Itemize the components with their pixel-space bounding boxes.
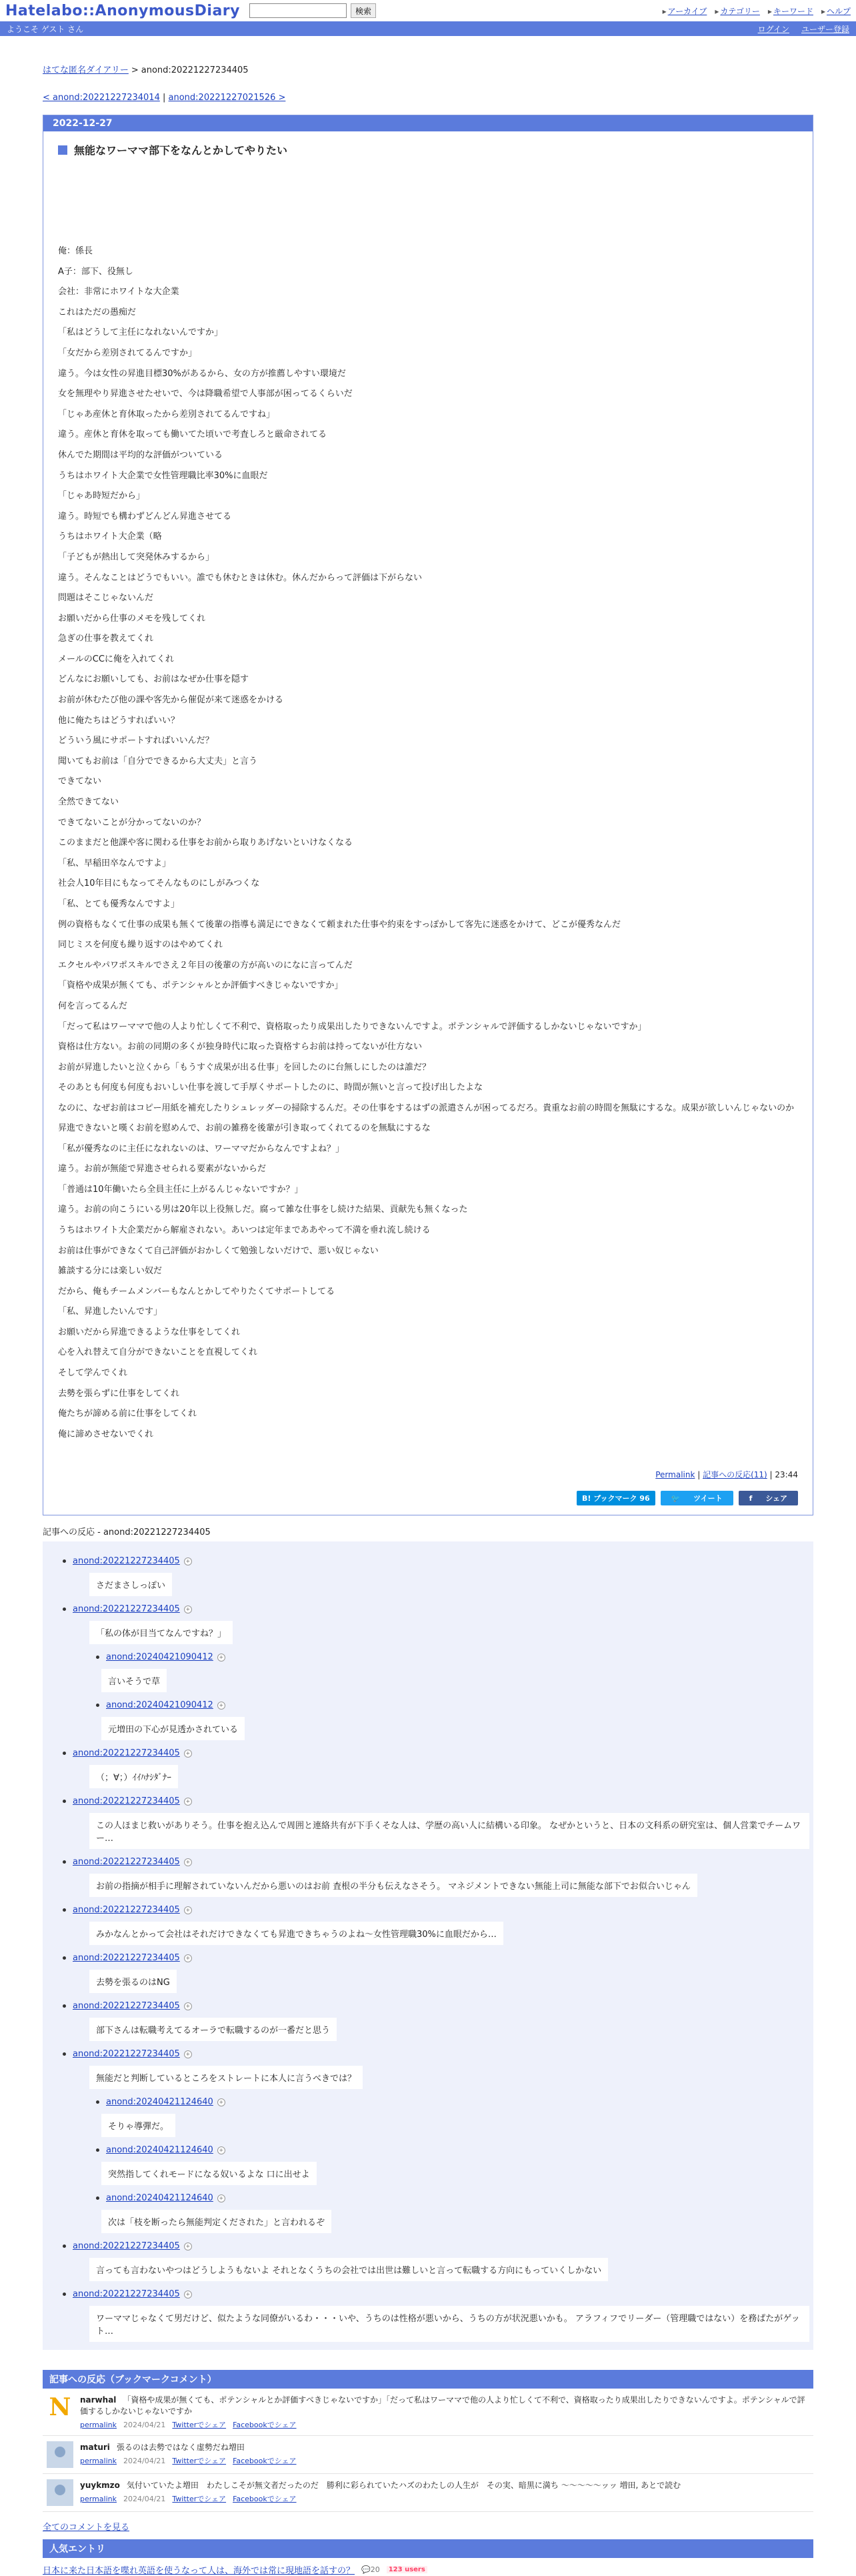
expand-circle-icon[interactable]: + (217, 1702, 225, 1710)
reaction-header (96, 2097, 813, 2107)
bullet-icon (63, 2052, 66, 2056)
entry-footer: Permalink | 記事への反応(11) | 23:44 (655, 1470, 798, 1480)
reaction-id-link[interactable]: anond:20221227234405 (73, 2049, 180, 2060)
bookmark-permalink[interactable]: permalink (80, 2421, 117, 2430)
entry-line: どういう風にサポートすればいいんだ？ (58, 736, 214, 746)
reaction-text: 突然指してくれモードになる奴いるよな 口に出せよ (101, 2162, 317, 2185)
expand-circle-icon[interactable]: + (217, 2146, 225, 2154)
entry-spacer (58, 157, 798, 241)
reaction-text: さだまさしっぽい (89, 1573, 172, 1596)
reaction-header (63, 1748, 813, 1758)
entry-line: 社会人10年目にもなってそんなものにしがみつくな (58, 878, 260, 889)
comment-bubble-icon: 💬 (361, 2565, 371, 2575)
entry-title (58, 142, 798, 157)
search-input[interactable] (249, 3, 347, 18)
entry-line: 「私が優秀なのに主任になれないのは、ワーママだからなんですよね？」 (58, 1143, 345, 1154)
entry-line: 俺：係長 (58, 246, 93, 256)
entry-line: なのに、なぜお前はコピー用紙を補充したりシュレッダーの掃除するんだ。その仕事をするはずの派遣さんが困ってるだろ。貴重なお前の時間を無駄にするな。成果が欲しいんじゃないのか (58, 1103, 795, 1113)
bookmark-comment (43, 2474, 813, 2512)
expand-circle-icon[interactable]: + (217, 2194, 225, 2202)
reaction-header (63, 2241, 813, 2251)
avatar[interactable]: N (47, 2394, 73, 2421)
entry-line: 違う。そんなことはどうでもいい。誰でも休むときは休む。休んだからって評価は下がらない (58, 572, 423, 583)
entry-line: 心を入れ替えて自分ができないことを直視してくれ (58, 1347, 258, 1358)
reaction-id-link[interactable]: anond:20221227234405 (73, 1796, 180, 1807)
bookmark-permalink[interactable]: permalink (80, 2457, 117, 2466)
bookmark-meta (80, 2493, 681, 2504)
reaction-header (63, 2289, 813, 2299)
entry-line: お願いだから昇進できるような仕事をしてくれ (58, 1327, 241, 1337)
reaction-id-link[interactable]: anond:20221227234405 (73, 1748, 180, 1759)
entry-line: うちはホワイト大企業（略 (58, 532, 162, 542)
entry-line: 女を無理やり昇進させたせいで、今は降職希望で人事部が困ってるくらいだ (58, 389, 353, 400)
bookmark-meta (80, 2455, 303, 2466)
reaction-id-link[interactable]: anond:20221227234405 (73, 1953, 180, 1964)
reaction-header (96, 2193, 813, 2203)
entry-line: そのあとも何度も何度もおいしい仕事を渡して手厚くサポートしたのに、時間が無いと言って投げ出したよな (58, 1083, 483, 1093)
reaction-item (63, 1604, 813, 1644)
entry-line: これはただの愚痴だ (58, 307, 137, 317)
bookmark-facebook-share[interactable]: Facebookでシェア (233, 2457, 297, 2466)
reaction-id-link[interactable]: anond:20221227234405 (73, 2289, 180, 2300)
reaction-item (63, 2241, 813, 2281)
expand-circle-icon[interactable]: + (184, 1906, 192, 1914)
share-buttons (43, 1487, 813, 1515)
bookmark-twitter-share[interactable]: Twitterでシェア (172, 2421, 227, 2430)
triangle-icon: ▸ (715, 6, 719, 16)
bookmark-facebook-share[interactable]: Facebookでシェア (233, 2421, 297, 2430)
entry-line: 同じミスを何度も繰り返すのはやめてくれ (58, 940, 223, 950)
reaction-id-link[interactable]: anond:20221227234405 (73, 2001, 180, 2012)
reaction-item (63, 1556, 813, 1596)
bookmark-comments-list (43, 2389, 813, 2512)
expand-circle-icon[interactable]: + (184, 1954, 192, 1962)
diary-day (43, 115, 813, 1515)
reaction-text: 言いそうで草 (101, 1669, 167, 1692)
top-nav (663, 5, 851, 17)
reaction-id-link[interactable]: anond:20240421124640 (106, 2145, 213, 2156)
entry-line: 違う。産休と育休を取っても働いてた頃いで考査しろと厳命されてる (58, 430, 327, 440)
entry-line: 「私はどうして主任になれないんですか」 (58, 328, 223, 338)
entry-line: エクセルやパワポスキルでさえ２年目の後輩の方が高いのになに言ってんだ (58, 960, 353, 971)
avatar[interactable] (47, 2479, 73, 2506)
entry-line: 聞いてもお前は「自分でできるから大丈夫」と言う (58, 756, 258, 766)
main-content (0, 63, 856, 2576)
prev-entry-link[interactable]: < anond:20221227234014 (43, 93, 160, 103)
entry-date: 2022-12-27 (43, 115, 813, 131)
search-button[interactable]: 検索 (351, 3, 376, 18)
entry-line: 違う。お前の向こうにいる男は20年以上役無しだ。腐って雑な仕事をし続けた結果、貢献先も無くなった (58, 1205, 468, 1215)
facebook-icon: f (749, 1494, 755, 1503)
bookmark-text: 気付いていたよ増田 わたしこそが無文者だったのだ 勝利に彩られていたハズのわたしの人生が その実、暗黒に満ち ～～～～～ッッ 増田, あとで読む (126, 2481, 681, 2491)
reaction-text: 次は「枝を断ったら無能判定くだされた」と言われるぞ (101, 2210, 331, 2233)
bookmark-comment (43, 2436, 813, 2474)
entry-line: 何を言ってるんだ (58, 1001, 128, 1011)
entry-line: 違う。時短でも構わずどんどん昇進させてる (58, 511, 232, 522)
reaction-header (96, 2145, 813, 2155)
triangle-icon: ▸ (662, 6, 667, 16)
reaction-item (63, 2001, 813, 2041)
bookmark-text: 「資格や成果が無くても、ポテンシャルとか評価すべきじゃないですか」「だって私はワーママで他の人より忙しくて不利で、資格取ったり成果出したりできないんですよ。ポテンシャルで評価するしかないじゃないですか (80, 2395, 805, 2417)
breadcrumb-home[interactable]: はてな匿名ダイアリー (43, 65, 129, 75)
popular-users-badge[interactable]: 123 users (387, 2566, 427, 2573)
nav-keyword-link[interactable]: キーワード (773, 6, 813, 16)
entry-line: どんなにお願いしても、お前はなぜか仕事を隠す (58, 674, 249, 685)
bullet-icon (63, 1752, 66, 1755)
permalink[interactable]: Permalink (655, 1470, 695, 1480)
entry-line: うちはホワイト大企業で女性管理職比率30%に血眼だ (58, 470, 268, 481)
expand-circle-icon[interactable]: + (184, 2002, 192, 2010)
reaction-header (96, 1652, 813, 1662)
entry-line: 会社：非常にホワイトな大企業 (58, 287, 179, 297)
bookmark-user[interactable]: yuykmzo (80, 2481, 120, 2491)
bookmark-permalink[interactable]: permalink (80, 2495, 117, 2504)
bullet-icon (96, 2100, 99, 2104)
reaction-header (63, 2049, 813, 2059)
popular-entry-link[interactable]: 日本に来た日本語を喋れ英語を使うなって人は、海外では常に現地語を話すの？ (43, 2566, 355, 2576)
login-link[interactable]: ログイン (757, 24, 789, 34)
bullet-icon (63, 1607, 66, 1611)
site-logo[interactable]: Hatelabo::AnonymousDiary (5, 2, 240, 19)
reaction-id-link[interactable]: anond:20221227234405 (73, 2241, 180, 2252)
reaction-item (63, 1748, 813, 1788)
bookmark-content (80, 2394, 809, 2430)
reaction-id-link[interactable]: anond:20240421090412 (106, 1652, 213, 1663)
reaction-item (63, 1905, 813, 1945)
entry-line: 去勢を張らずに仕事をしてくれ (58, 1388, 180, 1399)
entry-line: 「私、昇進したいんです」 (58, 1307, 163, 1317)
entry-line: このままだと他課や客に関わる仕事をお前から取りあげないといけなくなる (58, 838, 353, 848)
entry-line: お願いだから仕事のメモを残してくれ (58, 613, 206, 624)
reaction-header (96, 1700, 813, 1710)
bookmark-date: 2024/04/21 (123, 2495, 166, 2504)
bookmark-facebook-share[interactable]: Facebookでシェア (233, 2495, 297, 2504)
bullet-icon (63, 2244, 66, 2248)
reaction-item (63, 1796, 813, 1849)
bullet-icon (63, 1860, 66, 1864)
reaction-header (63, 1905, 813, 1915)
bookmark-twitter-share[interactable]: Twitterでシェア (172, 2495, 227, 2504)
bookmark-content (80, 2441, 303, 2468)
entry-line: 違う。今は女性の昇進目標30%があるから、女の方が推薦しやすい環境だ (58, 368, 346, 379)
tweet-button[interactable] (661, 1491, 733, 1505)
entry-line: できてない (58, 776, 102, 787)
all-comments (43, 2520, 813, 2533)
reaction-text: お前の指摘が相手に理解されていないんだから悪いのはお前 査根の半分も伝えなさそう。 マネジメントできない無能上司に無能な部下でお似合いじゃん (89, 1874, 697, 1897)
reaction-text: そりゃ導彈だ。 (101, 2114, 175, 2137)
nav-archive-link[interactable]: アーカイブ (667, 6, 707, 16)
twitter-bird-icon: 🐦 (671, 1494, 683, 1503)
bookmark-comments-heading: 記事への反応（ブックマークコメント） (43, 2370, 813, 2389)
entry-line: A子：部下、役無し (58, 266, 133, 277)
triangle-icon: ▸ (821, 6, 825, 16)
breadcrumb-separator: > (131, 65, 139, 75)
reaction-header (63, 1556, 813, 1566)
bookmark-user[interactable]: maturi (80, 2443, 110, 2453)
entry-line: お前は仕事ができなくて自己評価がおかしくて勉強しないだけで、悪い奴じゃない (58, 1245, 379, 1256)
entry-line: 「じゃあ産休と育休取ったから差別されてるんですね」 (58, 409, 275, 420)
prev-next-nav: < anond:20221227234014 | anond:20221227021526 > (43, 93, 286, 103)
reaction-text: みかなんとかって会社はそれだけできなくても昇進できちゃうのよね～女性管理職30%に血眼だから… (89, 1922, 503, 1945)
entry-line: メールのCCに俺を入れてくれ (58, 654, 174, 664)
reaction-item (96, 2193, 813, 2233)
tweet-label: ツイート (693, 1494, 723, 1503)
bullet-icon (63, 2004, 66, 2008)
reaction-id-link[interactable]: anond:20221227234405 (73, 1556, 180, 1567)
bookmark-meta (80, 2419, 809, 2430)
bookmark-date: 2024/04/21 (123, 2421, 166, 2430)
reaction-id-link[interactable]: anond:20221227234405 (73, 1604, 180, 1615)
entry-line: 「子どもが熱出して突発休みするから」 (58, 552, 215, 562)
breadcrumb-current: anond:20221227234405 (141, 65, 249, 75)
reaction-id-link[interactable]: anond:20240421124640 (106, 2097, 213, 2108)
expand-circle-icon[interactable]: + (184, 1557, 192, 1565)
entry-line: 「じゃあ時短だから」 (58, 491, 145, 502)
reaction-item (96, 1652, 813, 1692)
bookmark-twitter-share[interactable]: Twitterでシェア (172, 2457, 227, 2466)
reaction-header (63, 1796, 813, 1806)
expand-circle-icon[interactable]: + (184, 2242, 192, 2250)
entry-line: うちはホワイト大企業だから解雇されない。あいつは定年までああやって不満を垂れ流し続ける (58, 1225, 431, 1235)
expand-circle-icon[interactable]: + (184, 1858, 192, 1866)
reaction-id-link[interactable]: anond:20240421090412 (106, 1700, 213, 1711)
reaction-id-link[interactable]: anond:20240421124640 (106, 2193, 213, 2204)
bookmark-text: 張るのは去勢ではなく虚勢だね増田 (116, 2443, 245, 2453)
facebook-label: シェア (765, 1494, 787, 1503)
entry-line: 例の資格もなくて仕事の成果も無くて後輩の指導も満足にできなくて頼まれた仕事や約束をすっぽかして客先に迷惑をかけて、どこが優秀なんだ (58, 919, 621, 930)
reaction-header (63, 1857, 813, 1867)
hatebu-button[interactable]: B! ブックマーク 96 (577, 1491, 655, 1505)
all-comments-link[interactable]: 全てのコメントを見る (43, 2523, 130, 2533)
bookmark-comment (43, 2389, 813, 2436)
entry-line: 休んでた期間は平均的な評価がついている (58, 450, 223, 460)
reaction-item (63, 1857, 813, 1897)
bullet-icon (96, 1704, 99, 1707)
entry-line: 俺に諦めさせないでくれ (58, 1429, 154, 1439)
reaction-header (63, 1953, 813, 1963)
bullet-icon (63, 1956, 66, 1960)
entry-line: 「資格や成果が無くても、ポテンシャルとか評価すべきじゃないですか」 (58, 981, 343, 991)
expand-circle-icon[interactable]: + (217, 2098, 225, 2106)
bookmark-user[interactable]: narwhal (80, 2395, 117, 2405)
reaction-text: 「私の体が目当てなんですね？」 (89, 1621, 233, 1644)
reactions-link[interactable]: 記事への反応(11) (703, 1470, 767, 1480)
entry-line: 全然できてない (58, 797, 119, 808)
triangle-icon: ▸ (767, 6, 772, 16)
bullet-icon (63, 2293, 66, 2296)
nav-category-link[interactable]: カテゴリー (720, 6, 760, 16)
bullet-icon (96, 2196, 99, 2200)
nav-help[interactable] (821, 5, 851, 17)
entry-line: 俺たちが諦める前に仕事をしてくれ (58, 1409, 197, 1419)
nav-category[interactable] (715, 5, 760, 17)
reaction-text: 部下さんは転職考えてるオーラで転職するのが一番だと思う (89, 2018, 337, 2041)
expand-circle-icon[interactable]: + (184, 1750, 192, 1758)
expand-circle-icon[interactable]: + (184, 1798, 192, 1806)
bookmark-date: 2024/04/21 (123, 2457, 166, 2466)
entry-line: そして学んでくれ (58, 1368, 128, 1379)
square-bullet-icon (58, 145, 67, 155)
entry-line: 急ぎの仕事を教えてくれ (58, 634, 154, 644)
reaction-item (96, 1700, 813, 1740)
account-links (758, 23, 849, 35)
entry-line: 資格は仕方ない。お前の同期の多くが独身時代に取った資格すらお前は持ってないが仕方ない (58, 1042, 423, 1053)
reactions-list (43, 1541, 813, 2350)
welcome-bar (0, 21, 856, 36)
nav-keyword[interactable] (768, 5, 813, 17)
reaction-header (63, 1604, 813, 1614)
bullet-icon (63, 1908, 66, 1912)
reaction-item (96, 2145, 813, 2185)
breadcrumb (43, 63, 813, 75)
entry-line: 昇進できないと嘆くお前を慰めんで、お前の雑務を後輩が引き取ってくれてるのを無駄にするな (58, 1123, 431, 1133)
reaction-text: 言っても言わないやつはどうしようもないよ それとなくうちの会社では出世は難しいと言って転職する方向にもっていくしかない (89, 2258, 608, 2281)
reactions-heading: 記事への反応 - anond:20221227234405 (43, 1527, 211, 1538)
reaction-item (63, 2049, 813, 2089)
bullet-icon (96, 1656, 99, 1659)
entry-line: 「普通は10年働いたら全員主任に上がるんじゃないですか？」 (58, 1184, 303, 1195)
entry-line: 「私、早稲田卒なんですよ」 (58, 858, 171, 868)
reaction-text: （；∀；）ｲｲﾊﾅｼﾀﾞﾅｰ (89, 1765, 178, 1788)
bullet-icon (96, 2148, 99, 2152)
entry-section (43, 131, 813, 1487)
reaction-header (63, 2001, 813, 2011)
next-entry-link[interactable]: anond:20221227021526 > (168, 93, 286, 103)
register-link[interactable]: ユーザー登録 (801, 24, 849, 34)
entry-line: 「だって私はワーママで他の人より忙しくて不利で、資格取ったり成果出したりできないんですよ。ポテンシャルで評価するしかないじゃないですか」 (58, 1021, 647, 1032)
top-bar (0, 0, 856, 21)
reaction-text: この人ほまじ救いがありそう。仕事を抱え込んで周囲と連絡共有が下手くそな人は、学歴の高い人に結構いる印象。 なぜかというと、日本の文科系の研究室は、個人営業でチームワー… (89, 1813, 809, 1849)
entry-line: できてないことが分かってないのか？ (58, 817, 206, 828)
reaction-text: 元増田の下心が見透かされている (101, 1717, 245, 1740)
entry-line: お前が休むたび他の課や客先から催促が来て迷惑をかける (58, 695, 284, 706)
facebook-share-button[interactable] (739, 1491, 798, 1505)
reaction-text: ワーママじゃなくて男だけど、似たような同僚がいるわ・・・いや、うちのは性格が悪いから、うちの方が状況悪いかも。 アラフィフでリーダー（管理職ではない）を務ぱたがゲット… (89, 2306, 809, 2342)
nav-help-link[interactable]: ヘルプ (826, 6, 851, 16)
reaction-id-link[interactable]: anond:20221227234405 (73, 1857, 180, 1868)
avatar[interactable] (47, 2441, 73, 2468)
nav-archive[interactable] (663, 5, 707, 17)
expand-circle-icon[interactable]: + (184, 1605, 192, 1614)
reaction-item (63, 1953, 813, 1993)
popular-comment-count (361, 2565, 380, 2574)
entry-time: 23:44 (775, 1470, 798, 1480)
reaction-id-link[interactable]: anond:20221227234405 (73, 1905, 180, 1916)
expand-circle-icon[interactable]: + (217, 1654, 225, 1662)
entry-line: 「女だから差別されてるんですか」 (58, 348, 197, 358)
entry-line: 他に俺たちはどうすればいい？ (58, 715, 180, 726)
entry-line: 問題はそこじゃないんだ (58, 593, 154, 604)
bookmark-content (80, 2479, 681, 2506)
reaction-item (96, 2097, 813, 2137)
entry-body (58, 241, 798, 1445)
reaction-text: 去勢を張るのはNG (89, 1970, 177, 1993)
reaction-item (63, 2289, 813, 2342)
bullet-icon (63, 1800, 66, 1803)
expand-circle-icon[interactable]: + (184, 2291, 192, 2299)
entry-line: 違う。お前が無能で昇進させられる要素がないからだ (58, 1164, 267, 1175)
entry-line: お前が昇進したいと泣くから「もうすぐ成果が出る仕事」を回したのに台無しにしたのは誰だ？ (58, 1062, 431, 1073)
popular-entry (43, 2563, 813, 2576)
expand-circle-icon[interactable]: + (184, 2050, 192, 2058)
entry-line: 雑談する分には楽しい奴だ (58, 1266, 163, 1277)
bullet-icon (63, 1559, 66, 1563)
popular-count-value: 20 (370, 2565, 380, 2575)
welcome-text: ようこそ ゲスト さん (7, 24, 84, 34)
reaction-text: 無能だと判断しているところをストレートに本人に言うべきでは？ (89, 2066, 363, 2089)
entry-line: だから、俺もチームメンバーもなんとかしてやりたくてサポートしてる (58, 1286, 335, 1297)
popular-heading: 人気エントリ (43, 2539, 813, 2558)
entry-title-text: 無能なワーママ部下をなんとかしてやりたい (74, 144, 288, 157)
entry-line: 「私、とても優秀なんですよ」 (58, 899, 180, 909)
